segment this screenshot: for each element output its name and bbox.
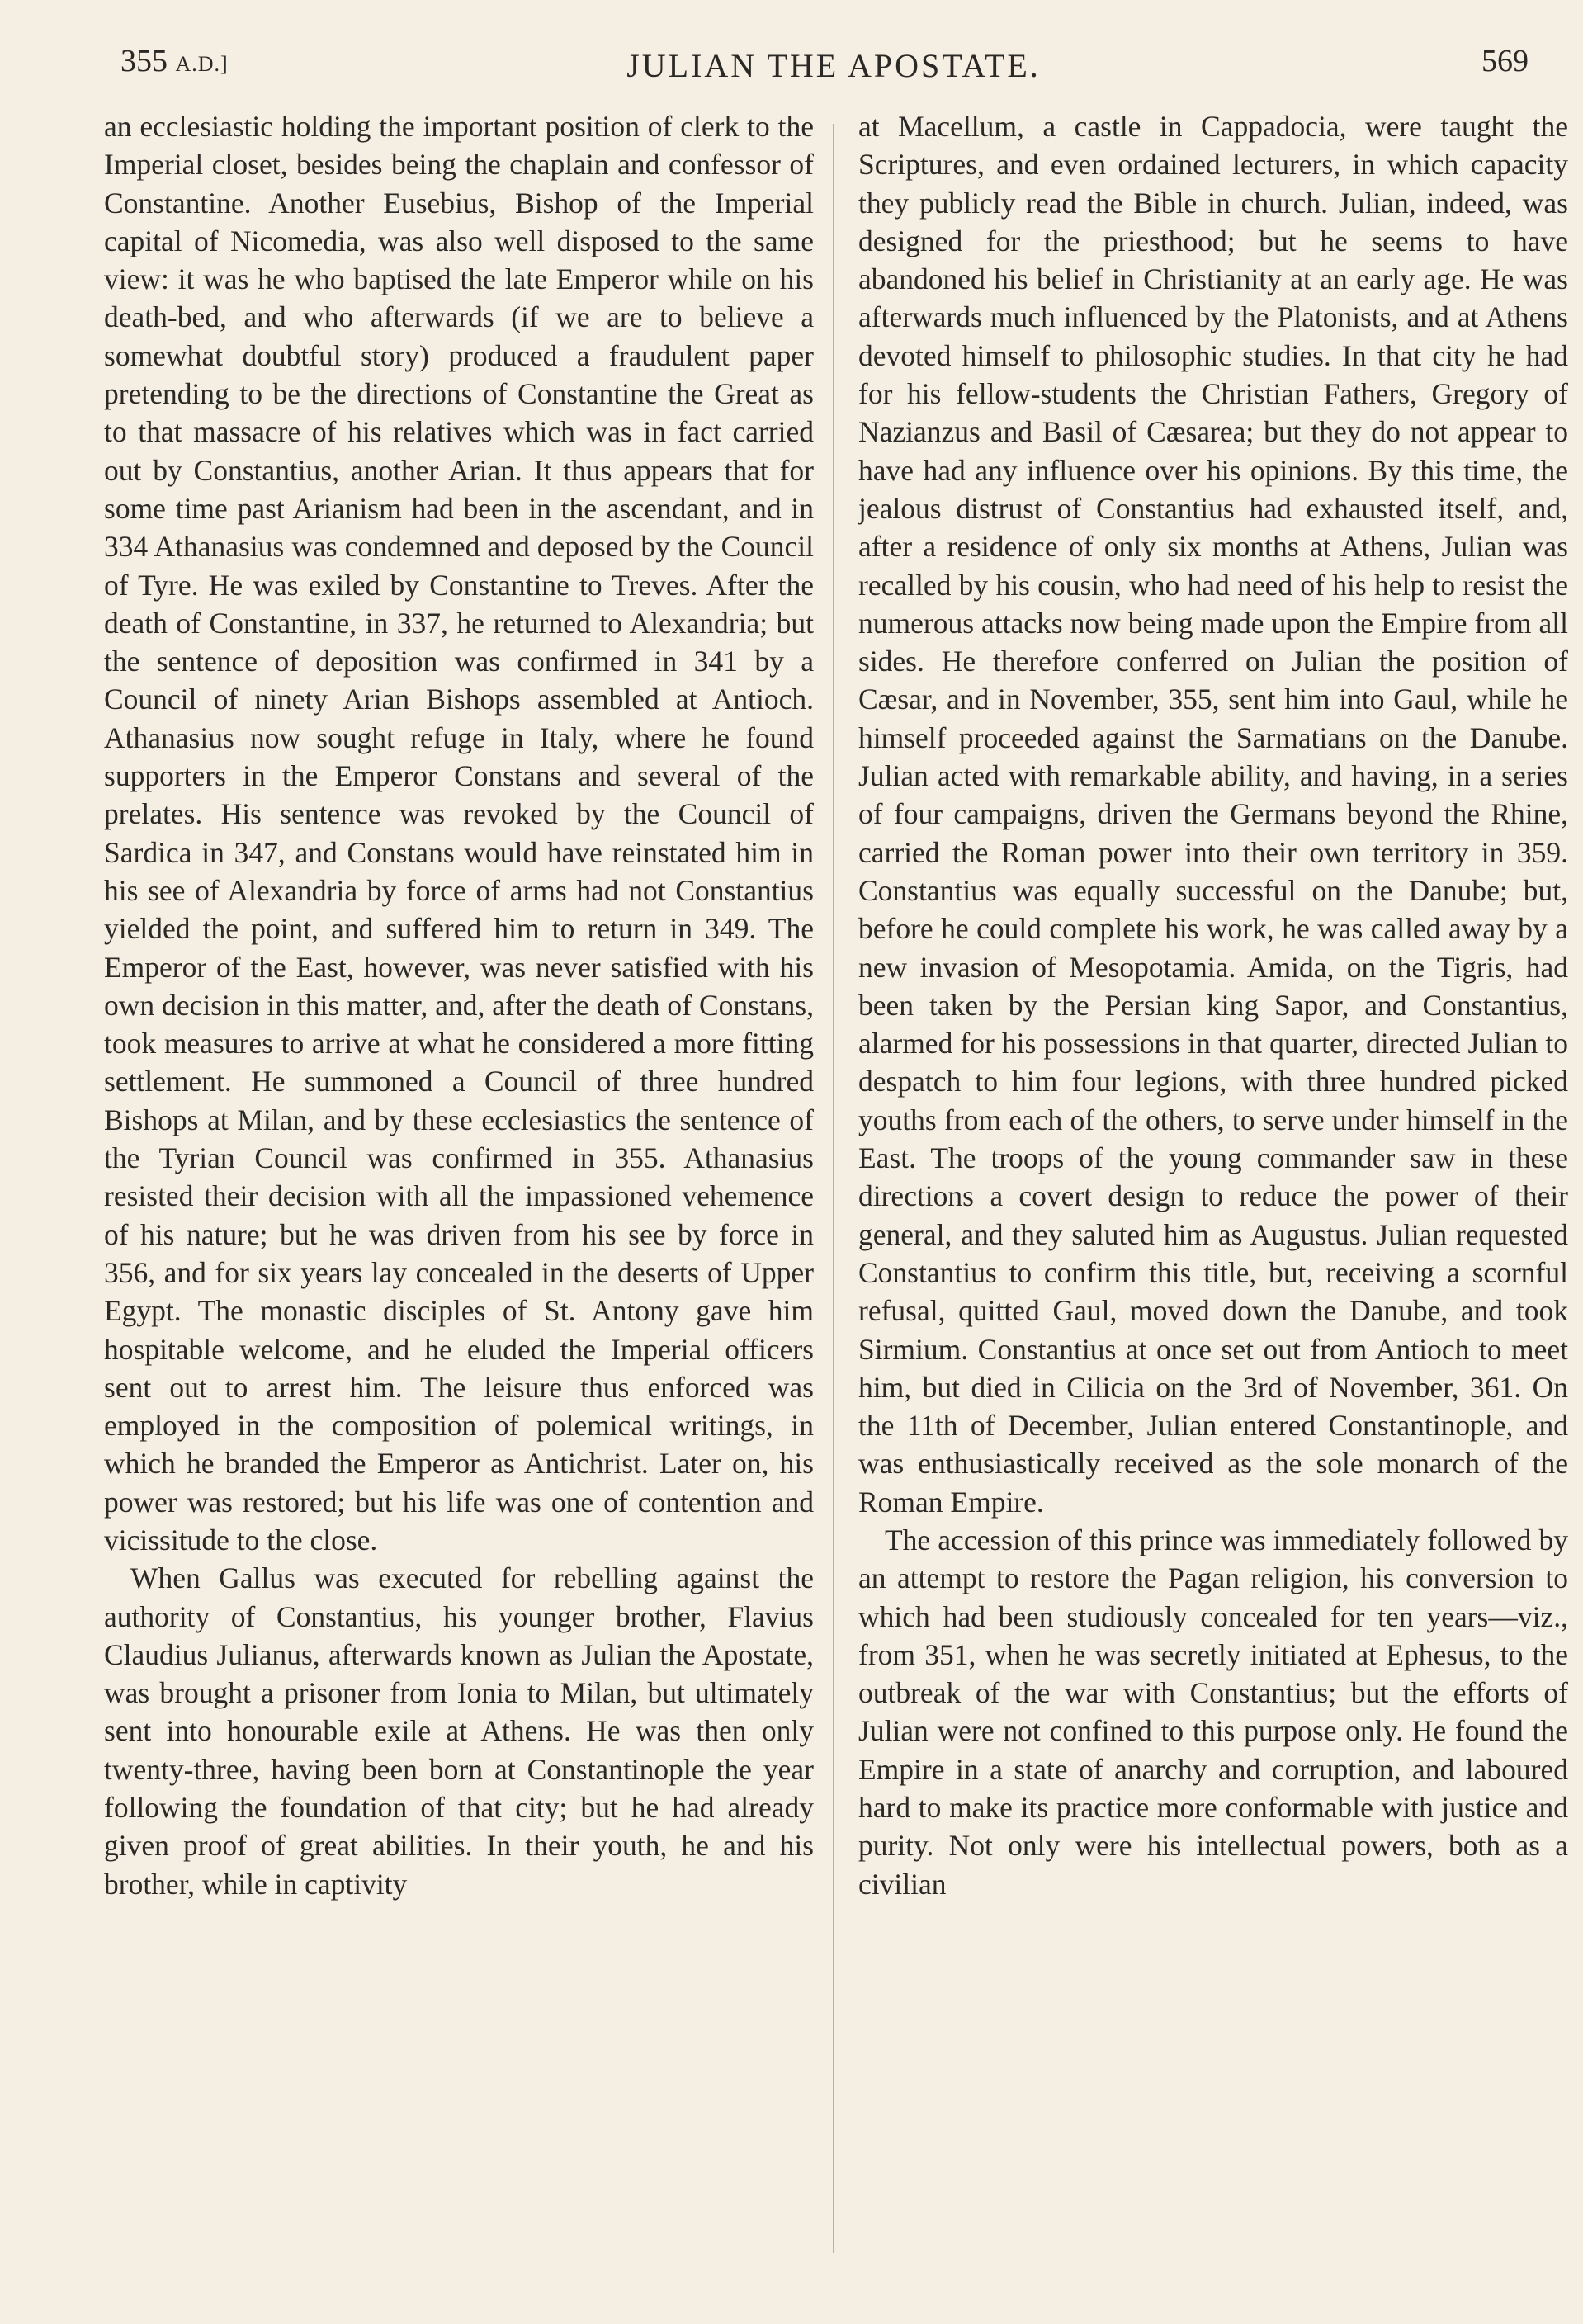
running-head [116,40,1552,97]
header-date-era: A.D.] [175,52,229,76]
page-number: 569 [1481,44,1529,78]
header-title: JULIAN THE APOSTATE. [626,47,1041,84]
header-date-number: 355 [120,44,168,78]
right-paragraph-1: at Macellum, a castle in Cappadocia, were taught the Scriptures, and even ordained lecturers, in which capacity they publicly read the Bible in church. Julian, indeed, was designed for the priesthood; but he seems to have abandoned his belief in Christianity at an early age. He was afterwards much influenced by the Platonists, and at Athens devoted himself to philosophic studies. In that city he had for his fellow-students the Christian Fathers, Gregory of Nazianzus and Basil of Cæsarea; but they do not appear to have had any influence over his opinions. By this time, the jealous distrust of Constantius had exhausted itself, and, after a residence of only six months at Athens, Julian was recalled by his cousin, who had need of his help to resist the numerous attacks now being made upon the Empire from all sides. He therefore conferred on Julian the position of Cæsar, and in November, 355, sent him into Gaul, while he himself proceeded against the Sarmatians on the Danube. Julian acted with remarkable ability, and having, in a series of four campaigns, driven the Germans beyond the Rhine, carried the Roman power into their own territory in 359. Constantius was equally successful on the Danube; but, before he could complete his work, he was called away by a new invasion of Mesopotamia. Amida, on the Tigris, had been taken by the Persian king Sapor, and Constantius, alarmed for his possessions in that quarter, directed Julian to despatch to him four legions, with three hundred picked youths from each of the others, to serve under himself in the East. The troops of the young commander saw in these directions a covert design to reduce the power of their general, and they saluted him as Augustus. Julian requested Constantius to confirm this title, but, receiving a scornful refusal, quitted Gaul, moved down the Danube, and took Sirmium. Constantius at once set out from Antioch to meet him, but died in Cilicia on the 3rd of November, 361. On the 11th of December, Julian entered Constantinople, and was enthusiastically received as the sole monarch of the Roman Empire. [858,110,1568,1519]
column-divider [833,124,834,2253]
left-paragraph-2: When Gallus was executed for rebelling against the authority of Constantius, his younger brother, Flavius Claudius Julianus, afterwards known as Julian the Apostate, was brought a prisoner from Ionia to Milan, but ultimately sent into honourable exile at Athens. He was then only twenty-three, having been born at Constantinople the year following the foundation of that city; but he had already given proof of great abilities. In their youth, he and his brother, while in captivity [104,1561,814,1901]
left-column [104,107,814,1903]
right-column [858,107,1568,1903]
right-paragraph-2: The accession of this prince was immediately followed by an attempt to restore the Pagan religion, his conversion to which had been studiously concealed for ten years—viz., from 351, when he was secretly initiated at Ephesus, to the outbreak of the war with Constantius; but the efforts of Julian were not confined to this purpose only. He found the Empire in a state of anarchy and corruption, and laboured hard to make its practice more conformable with justice and purity. Not only were his intellectual powers, both as a civilian [858,1523,1568,1901]
left-paragraph-1: an ecclesiastic holding the important position of clerk to the Imperial closet, besides being the chaplain and confessor of Constantine. Another Eusebius, Bishop of the Imperial capital of Nicomedia, was also well disposed to the same view: it was he who baptised the late Emperor while on his death-bed, and who afterwards (if we are to believe a somewhat doubtful story) produced a fraudulent paper pretending to be the directions of Constantine the Great as to that massacre of his relatives which was in fact carried out by Constantius, another Arian. It thus appears that for some time past Arianism had been in the ascendant, and in 334 Athanasius was condemned and deposed by the Council of Tyre. He was exiled by Constantine to Treves. After the death of Constantine, in 337, he returned to Alexandria; but the sentence of deposition was confirmed in 341 by a Council of ninety Arian Bishops assembled at Antioch. Athanasius now sought refuge in Italy, where he found supporters in the Emperor Constans and several of the prelates. His sentence was revoked by the Council of Sardica in 347, and Constans would have reinstated him in his see of Alexandria by force of arms had not Constantius yielded the point, and suffered him to return in 349. The Emperor of the East, however, was never satisfied with his own decision in this matter, and, after the death of Constans, took measures to arrive at what he considered a more fitting settlement. He summoned a Council of three hundred Bishops at Milan, and by these ecclesiastics the sentence of the Tyrian Council was confirmed in 355. Athanasius resisted their decision with all the impassioned vehemence of his nature; but he was driven from his see by force in 356, and for six years lay concealed in the deserts of Upper Egypt. The monastic disciples of St. Antony gave him hospitable welcome, and he eluded the Imperial officers sent out to arrest him. The leisure thus enforced was employed in the composition of polemical writings, in which he branded the Emperor as Antichrist. Later on, his power was restored; but his life was one of contention and vicissitude to the close. [104,110,814,1556]
